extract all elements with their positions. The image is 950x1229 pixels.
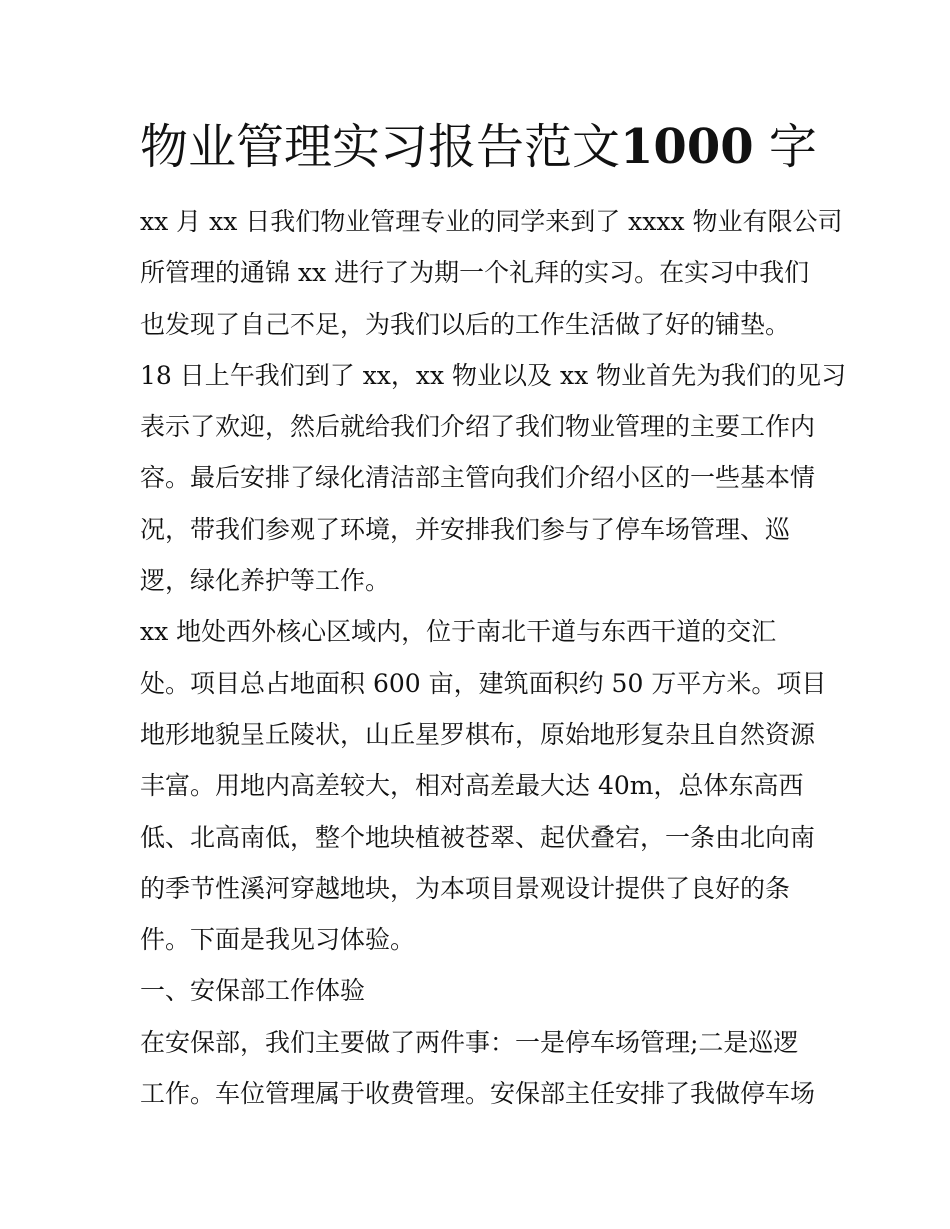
document-body <box>140 196 847 1119</box>
title-main-text: 物业管理实习报告范文 <box>140 119 621 175</box>
body-line: 处。项目总占地面积 600 亩，建筑面积约 50 万平方米。项目 <box>140 668 827 698</box>
body-line: 件。下面是我见习体验。 <box>140 925 416 955</box>
body-line: 18 日上午我们到了 xx，xx 物业以及 xx 物业首先为我们的见习 <box>140 360 847 390</box>
body-line: 也发现了自己不足，为我们以后的工作生活做了好的铺垫。 <box>140 309 791 339</box>
body-line: 表示了欢迎，然后就给我们介绍了我们物业管理的主要工作内 <box>140 412 816 442</box>
document-title <box>140 112 830 182</box>
title-suffix-text: 字 <box>753 119 817 175</box>
body-line: 容。最后安排了绿化清洁部主管向我们介绍小区的一些基本情 <box>140 463 816 493</box>
body-line: 低、北高南低，整个地块植被苍翠、起伏叠宕，一条由北向南 <box>140 822 816 852</box>
body-line: xx 地处西外核心区域内，位于南北干道与东西干道的交汇 <box>140 617 777 647</box>
body-line: 丰富。用地内高差较大，相对高差最大达 40m，总体东高西 <box>140 771 804 801</box>
body-line: 工作。车位管理属于收费管理。安保部主任安排了我做停车场 <box>140 1079 816 1109</box>
body-line: xx 月 xx 日我们物业管理专业的同学来到了 xxxx 物业有限公司 <box>140 207 843 236</box>
title-number: 1000 <box>620 119 754 175</box>
body-line: 所管理的通锦 xx 进行了为期一个礼拜的实习。在实习中我们 <box>140 258 810 288</box>
section-heading: 一、安保部工作体验 <box>140 976 366 1006</box>
body-line: 逻，绿化养护等工作。 <box>140 566 391 596</box>
body-line: 的季节性溪河穿越地块，为本项目景观设计提供了良好的条 <box>140 873 791 903</box>
body-line: 况，带我们参观了环境，并安排我们参与了停车场管理、巡 <box>140 514 791 544</box>
body-line: 在安保部，我们主要做了两件事：一是停车场管理;二是巡逻 <box>140 1027 799 1057</box>
body-line: 地形地貌呈丘陵状，山丘星罗棋布，原始地形复杂且自然资源 <box>140 719 816 749</box>
